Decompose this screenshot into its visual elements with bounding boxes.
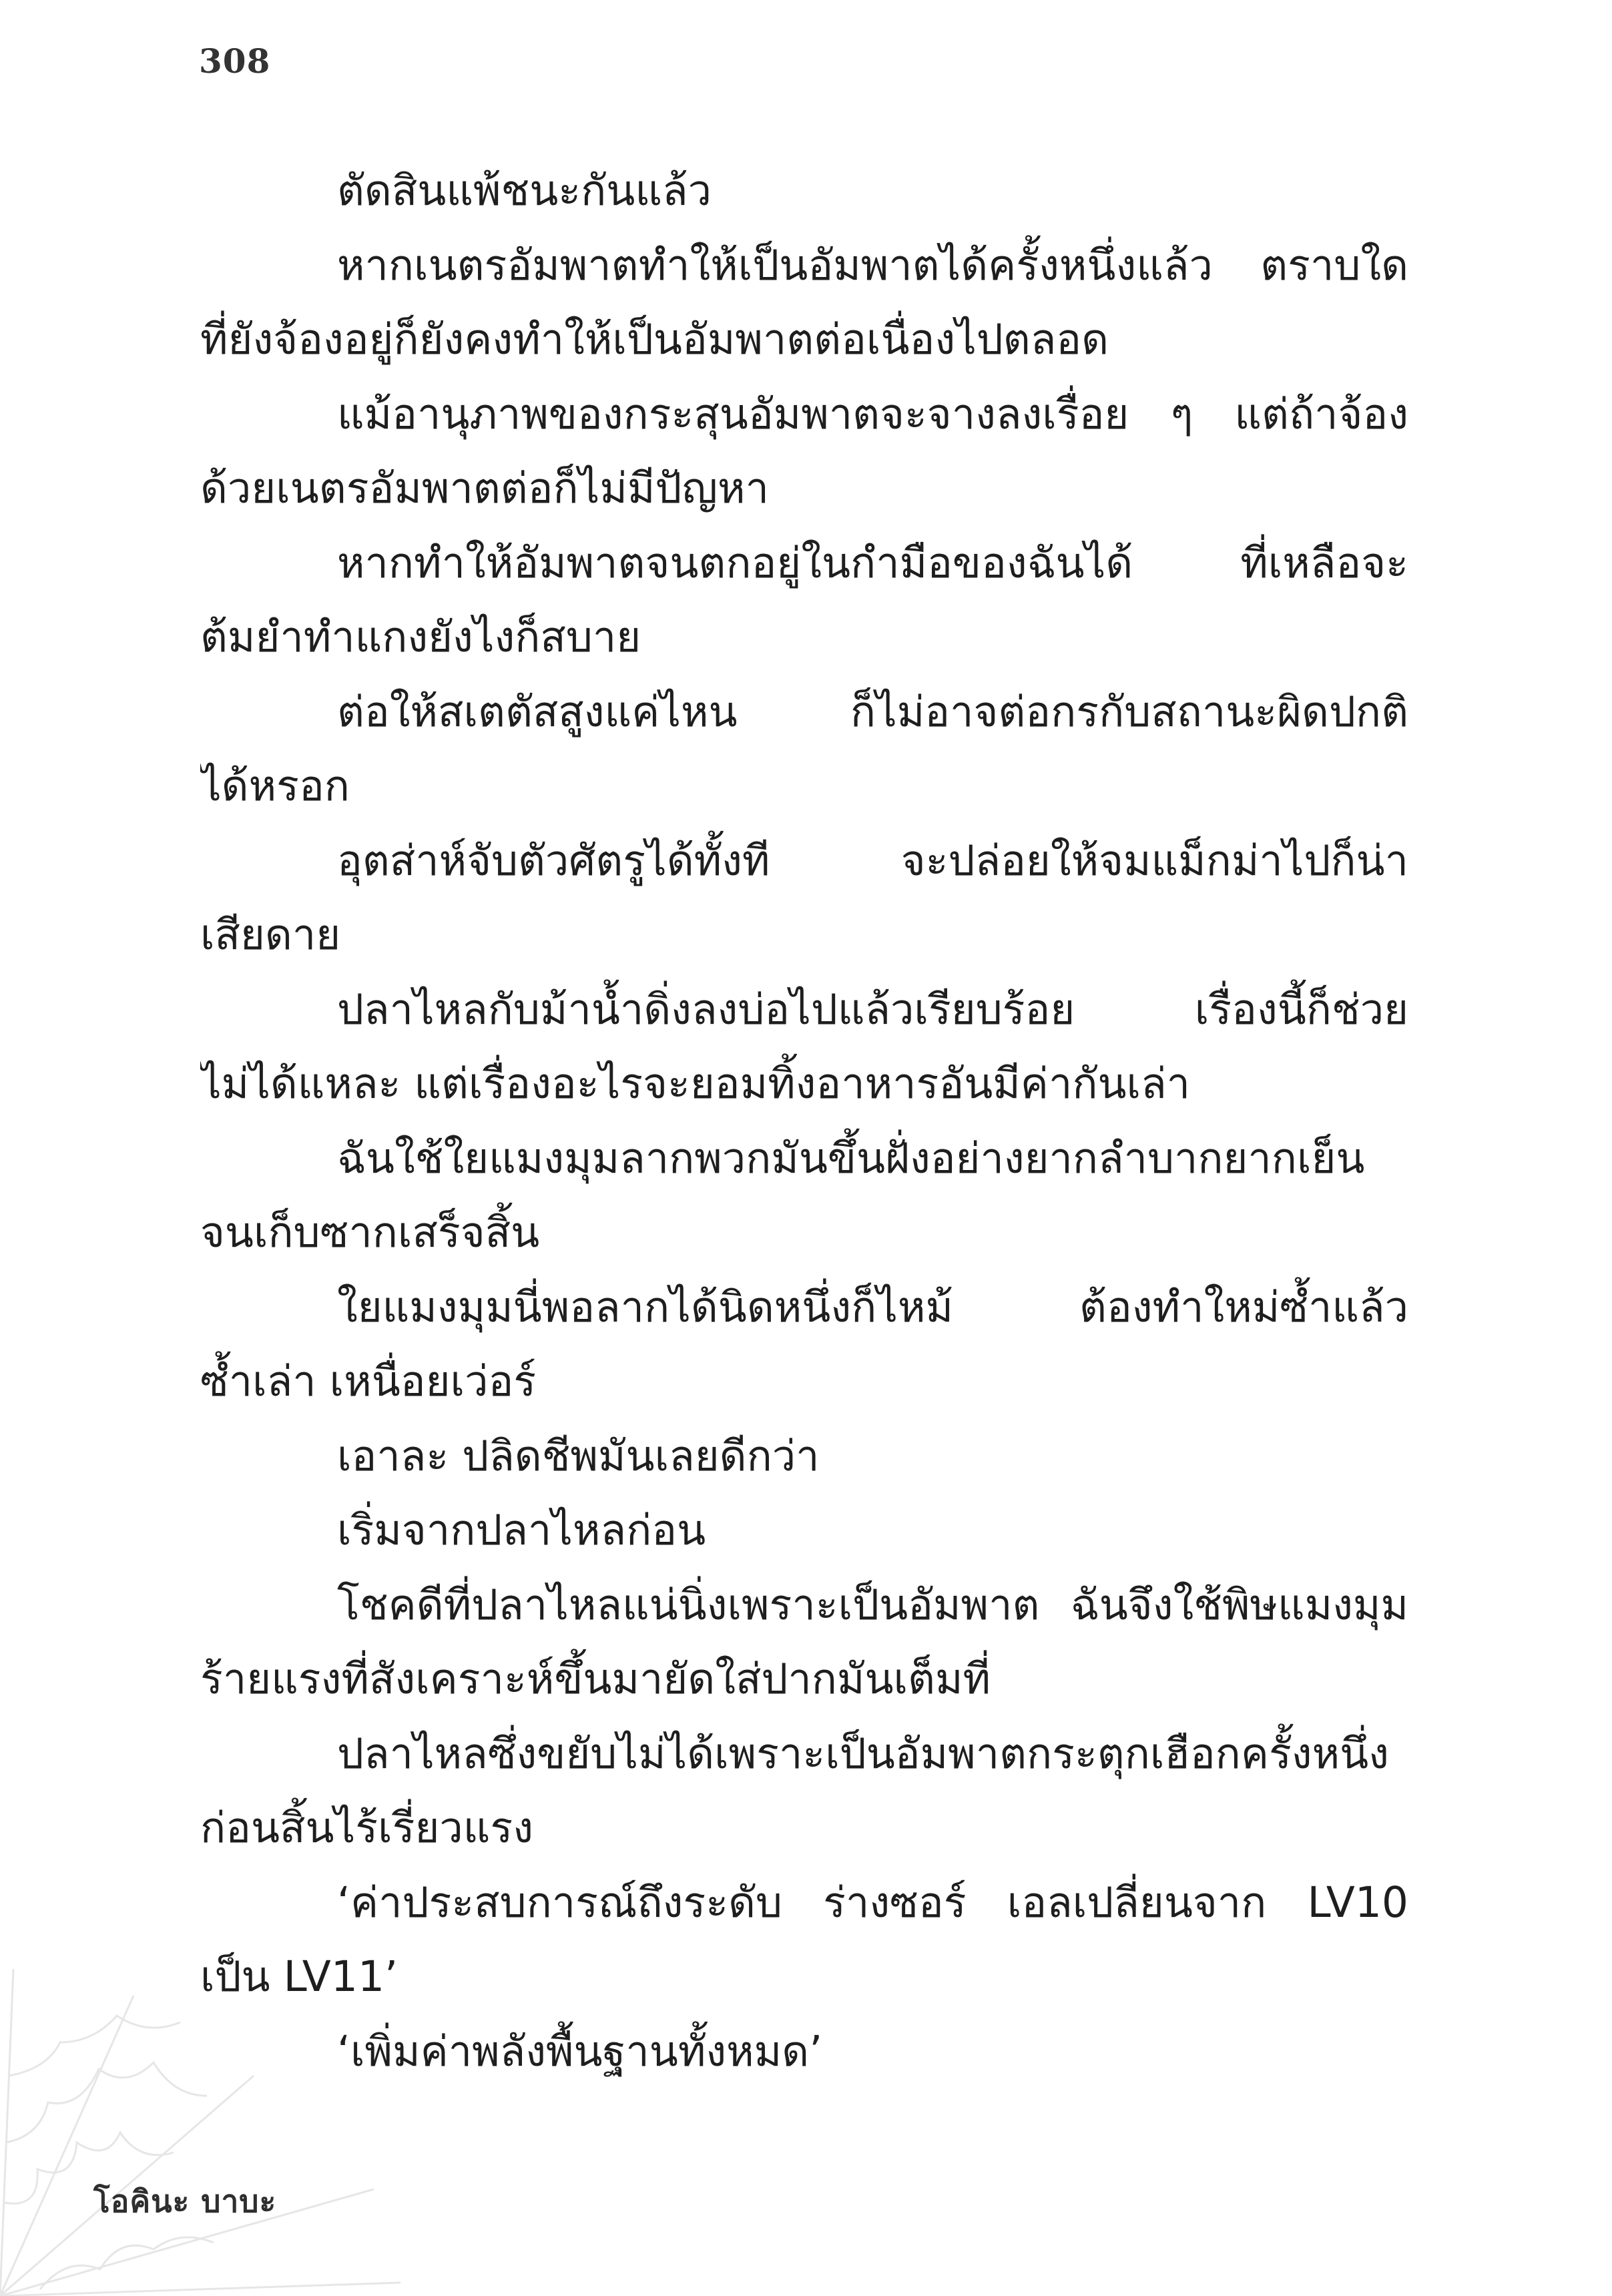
text-line: ต่อให้สเตตัสสูงแค่ไหน ก็ไม่อาจต่อกรกับสถานะผิดปกติ [337, 687, 1408, 736]
text-line: ต้มยำทำแกงยังไงก็สบาย [200, 613, 641, 661]
page-number: 308 [199, 41, 271, 81]
text-line: จนเก็บซากเสร็จสิ้น [200, 1208, 540, 1257]
text-line: หากเนตรอัมพาตทำให้เป็นอัมพาตได้ครั้งหนึ่งแล้ว ตราบใด [337, 240, 1408, 290]
text-line: ที่ยังจ้องอยู่ก็ยังคงทำให้เป็นอัมพาตต่อเนื่องไปตลอด [200, 315, 1109, 364]
text-line: ปลาไหลกับม้าน้ำดิ่งลงบ่อไปแล้วเรียบร้อย เรื่องนี้ก็ช่วย [337, 984, 1408, 1034]
text-line: อุตส่าห์จับตัวศัตรูได้ทั้งที จะปล่อยให้จมแม็กม่าไปก็น่า [337, 836, 1408, 885]
text-line: ‘เพิ่มค่าพลังพื้นฐานทั้งหมด’ [337, 2026, 823, 2076]
text-line: เริ่มจากปลาไหลก่อน [337, 1506, 706, 1554]
text-line: เสียดาย [200, 910, 341, 959]
text-line: ไม่ได้แหละ แต่เรื่องอะไรจะยอมทิ้งอาหารอันมีค่ากันเล่า [200, 1059, 1191, 1108]
text-line: ซ้ำเล่า เหนื่อยเว่อร์ [200, 1357, 537, 1406]
text-line: ก่อนสิ้นไร้เรี่ยวแรง [200, 1803, 533, 1852]
text-line: ‘ค่าประสบการณ์ถึงระดับ ร่างซอร์ เอลเปลี่ยนจาก LV10 [337, 1878, 1408, 1927]
body-text [200, 154, 1408, 2088]
text-line: เอาละ ปลิดชีพมันเลยดีกว่า [337, 1431, 820, 1480]
text-line: ตัดสินแพ้ชนะกันแล้ว [337, 166, 712, 215]
text-line: โชคดีที่ปลาไหลแน่นิ่งเพราะเป็นอัมพาต ฉันจึงใช้พิษแมงมุม [337, 1580, 1408, 1629]
spider-web-decoration [0, 1969, 400, 2296]
text-line: ใยแมงมุมนี่พอลากได้นิดหนึ่งก็ไหม้ ต้องทำใหม่ซ้ำแล้ว [337, 1282, 1408, 1332]
text-line: หากทำให้อัมพาตจนตกอยู่ในกำมือของฉันได้ ที่เหลือจะ [337, 538, 1408, 587]
text-line: แม้อานุภาพของกระสุนอัมพาตจะจางลงเรื่อย ๆ แต่ถ้าจ้อง [337, 389, 1408, 439]
footer-author: โอคินะ บาบะ [93, 2183, 277, 2219]
text-line: ร้ายแรงที่สังเคราะห์ขึ้นมายัดใส่ปากมันเต็มที่ [200, 1655, 991, 1703]
text-line: ฉันใช้ใยแมงมุมลากพวกมันขึ้นฝั่งอย่างยากลำบากยากเย็น [337, 1133, 1365, 1183]
text-line: เป็น LV11’ [200, 1952, 398, 2001]
text-line: ปลาไหลซึ่งขยับไม่ได้เพราะเป็นอัมพาตกระตุกเฮือกครั้งหนึ่ง [337, 1729, 1389, 1778]
text-line: ได้หรอก [200, 762, 350, 810]
text-line: ด้วยเนตรอัมพาตต่อก็ไม่มีปัญหา [200, 464, 769, 513]
